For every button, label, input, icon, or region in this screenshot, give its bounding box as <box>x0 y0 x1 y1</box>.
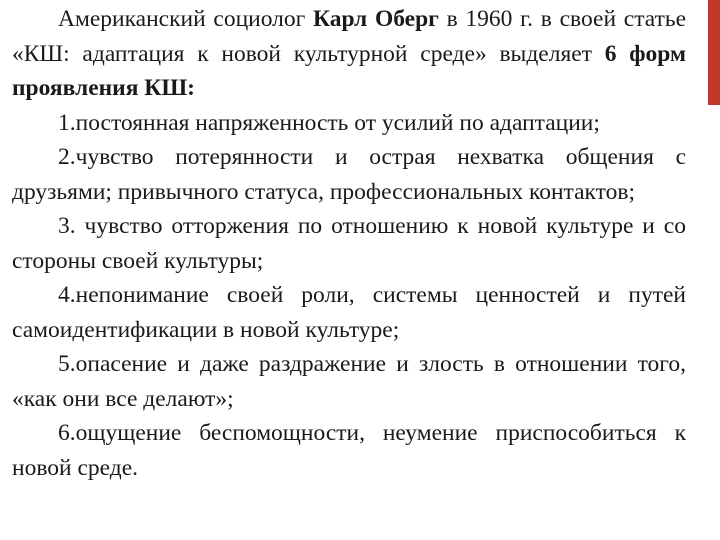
list-item-2: 2.чувство потерянности и острая нехватка общения с друзьями; привычного статуса, профессиональных контактов; <box>12 144 686 205</box>
list-item-3: 3. чувство отторжения по отношению к новой культуре и со стороны своей культуры; <box>12 213 686 274</box>
forms-heading: 6 форм проявления КШ: <box>12 40 686 101</box>
list-item-4: 4.непонимание своей роли, системы ценностей и путей самоидентификации в новой культуре; <box>12 282 686 343</box>
accent-bar <box>708 0 720 105</box>
list-item-1: 1.постоянная напряженность от усилий по адаптации; <box>58 109 600 136</box>
intro-paragraph <box>12 2 686 106</box>
list-item-5: 5.опасение и даже раздражение и злость в отношении того, «как они все делают»; <box>12 351 686 412</box>
author-name: Карл Оберг <box>313 6 439 32</box>
intro-text-part1: Американский социолог <box>58 6 314 32</box>
slide-text-body <box>12 2 686 485</box>
list-item-6: 6.ощущение беспомощности, неумение приспособиться к новой среде. <box>12 420 686 481</box>
intro-text-part2: в 1960 г. в своей статье «КШ: адаптация к новой культурной среде» выделяет <box>12 6 686 67</box>
